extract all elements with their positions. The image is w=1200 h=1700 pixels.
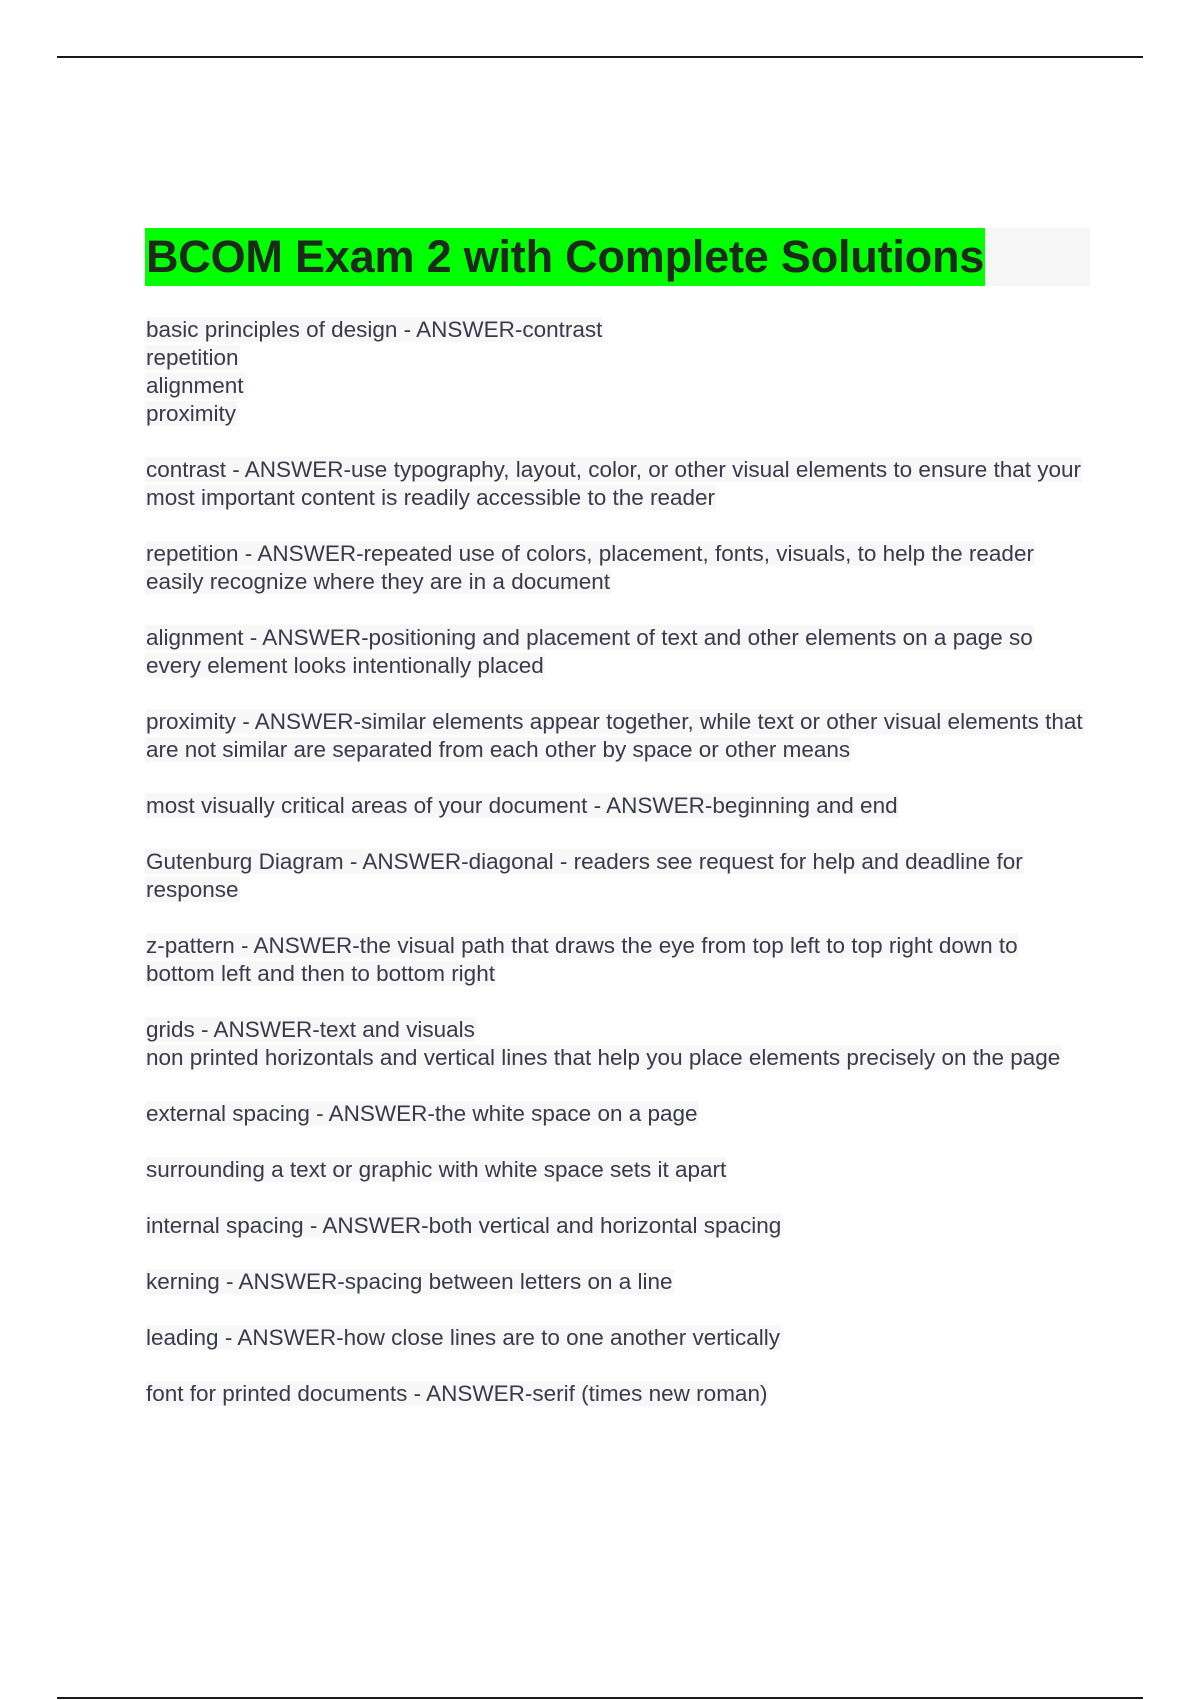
qa-entry-line bbox=[145, 1268, 1090, 1296]
qa-entry bbox=[145, 540, 1090, 596]
title-block bbox=[145, 228, 1090, 286]
qa-entry bbox=[145, 708, 1090, 764]
qa-entry-text: alignment bbox=[146, 373, 244, 398]
qa-entry bbox=[145, 1016, 1090, 1072]
qa-entry-line bbox=[145, 1380, 1090, 1408]
qa-entry-line bbox=[145, 1044, 1090, 1072]
qa-entry-line bbox=[145, 400, 1090, 428]
qa-entry bbox=[145, 316, 1090, 428]
qa-entry-text: proximity bbox=[146, 401, 237, 426]
qa-entry bbox=[145, 932, 1090, 988]
qa-entry-line bbox=[145, 1016, 1090, 1044]
qa-entry bbox=[145, 1100, 1090, 1128]
qa-entry-text: external spacing - ANSWER-the white space on a page bbox=[146, 1101, 698, 1126]
qa-entry-line bbox=[145, 932, 1090, 988]
qa-entry bbox=[145, 1268, 1090, 1296]
qa-entry-text: grids - ANSWER-text and visuals bbox=[146, 1017, 475, 1042]
qa-entry-line bbox=[145, 1212, 1090, 1240]
bottom-rule bbox=[57, 1697, 1143, 1699]
qa-entry-line bbox=[145, 540, 1090, 596]
qa-entry-text: repetition - ANSWER-repeated use of colors, placement, fonts, visuals, to help the reader easily recognize where they are in a document bbox=[146, 541, 1034, 594]
qa-entry-text: basic principles of design - ANSWER-contrast bbox=[146, 317, 603, 342]
qa-entry-line bbox=[145, 792, 1090, 820]
qa-entry-line bbox=[145, 344, 1090, 372]
qa-entry-text: alignment - ANSWER-positioning and placement of text and other elements on a page so every element looks intentionally placed bbox=[146, 625, 1033, 678]
qa-entry-text: kerning - ANSWER-spacing between letters on a line bbox=[146, 1269, 673, 1294]
qa-entry bbox=[145, 624, 1090, 680]
qa-entry-line bbox=[145, 456, 1090, 512]
qa-entry-text: contrast - ANSWER-use typography, layout, color, or other visual elements to ensure that your most important content is readily accessible to the reader bbox=[146, 457, 1082, 510]
qa-entry-text: repetition bbox=[146, 345, 239, 370]
qa-entry-line bbox=[145, 848, 1090, 904]
qa-entry-text: internal spacing - ANSWER-both vertical and horizontal spacing bbox=[146, 1213, 782, 1238]
qa-entry-text: surrounding a text or graphic with white space sets it apart bbox=[146, 1157, 727, 1182]
qa-list bbox=[145, 316, 1090, 1408]
qa-entry-line bbox=[145, 316, 1090, 344]
qa-entry bbox=[145, 1212, 1090, 1240]
qa-entry bbox=[145, 848, 1090, 904]
qa-entry-line bbox=[145, 1156, 1090, 1184]
qa-entry bbox=[145, 1380, 1090, 1408]
qa-entry-text: most visually critical areas of your document - ANSWER-beginning and end bbox=[146, 793, 898, 818]
document-title: BCOM Exam 2 with Complete Solutions bbox=[145, 228, 985, 286]
qa-entry-line bbox=[145, 1100, 1090, 1128]
qa-entry bbox=[145, 456, 1090, 512]
qa-entry-line bbox=[145, 1324, 1090, 1352]
top-rule bbox=[57, 56, 1143, 58]
qa-entry-text: non printed horizontals and vertical lines that help you place elements precisely on the page bbox=[146, 1045, 1061, 1070]
qa-entry-text: leading - ANSWER-how close lines are to one another vertically bbox=[146, 1325, 781, 1350]
qa-entry-text: Gutenburg Diagram - ANSWER-diagonal - readers see request for help and deadline for response bbox=[146, 849, 1023, 902]
qa-entry-text: font for printed documents - ANSWER-serif (times new roman) bbox=[146, 1381, 768, 1406]
qa-entry-line bbox=[145, 372, 1090, 400]
qa-entry-line bbox=[145, 624, 1090, 680]
qa-entry-text: proximity - ANSWER-similar elements appear together, while text or other visual elements that are not similar are separated from each other by space or other means bbox=[146, 709, 1083, 762]
qa-entry bbox=[145, 1156, 1090, 1184]
qa-entry-line bbox=[145, 708, 1090, 764]
qa-entry bbox=[145, 792, 1090, 820]
qa-entry bbox=[145, 1324, 1090, 1352]
qa-entry-text: z-pattern - ANSWER-the visual path that draws the eye from top left to top right down to bottom left and then to bottom right bbox=[146, 933, 1018, 986]
document-body bbox=[145, 228, 1090, 1436]
